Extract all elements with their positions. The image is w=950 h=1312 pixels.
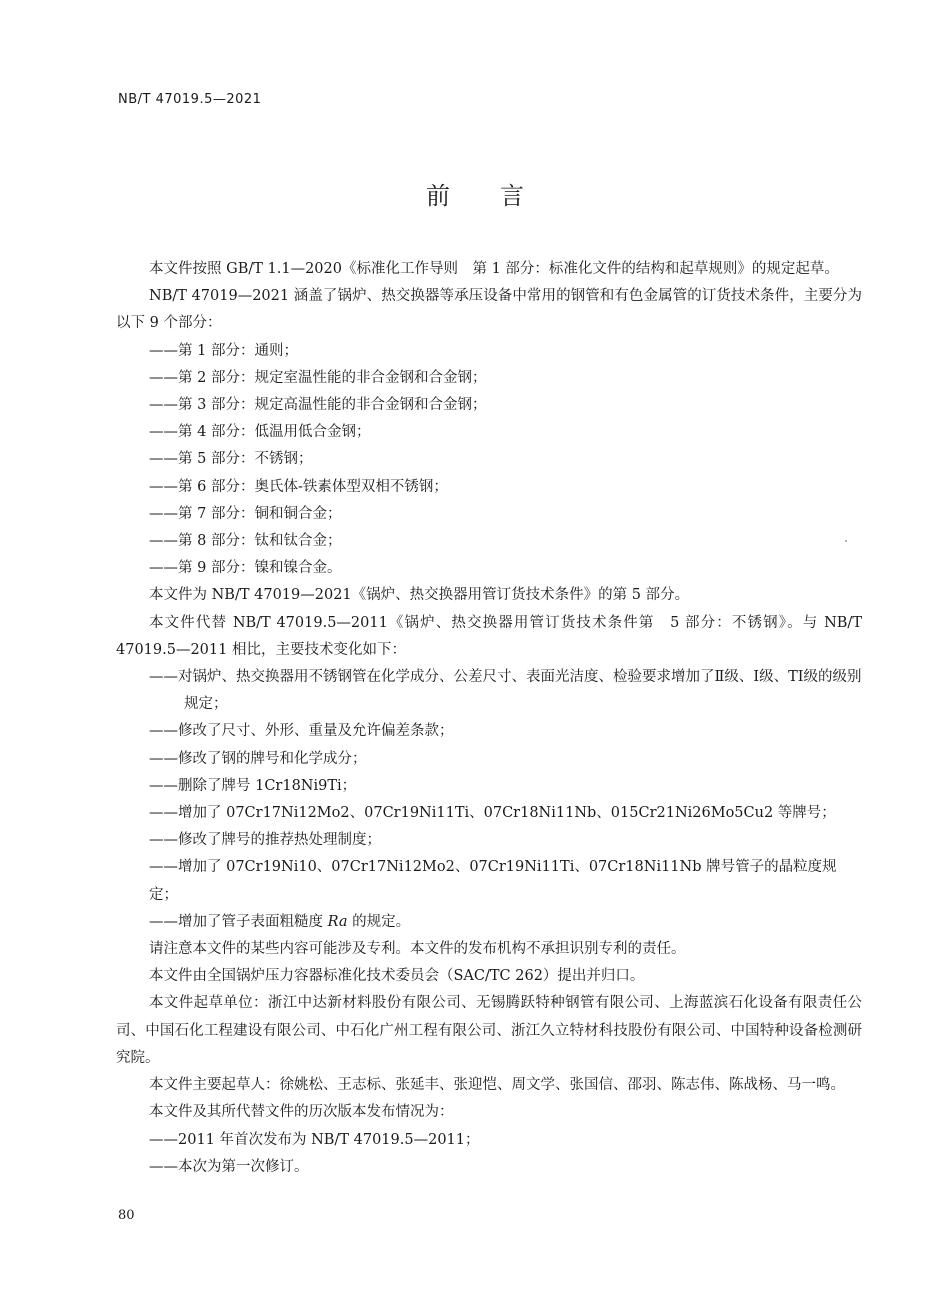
paragraph-drafting-rules: 本文件按照 GB/T 1.1—2020《标准化工作导则 第 1 部分：标准化文件的结构和起草规则》的规定起草。 bbox=[149, 261, 839, 277]
list-item-change-6: ——修改了牌号的推荐热处理制度； bbox=[149, 832, 381, 849]
paragraph-drafting-units: 本文件起草单位：浙江中达新材料股份有限公司、无锡腾跃特种钢管有限公司、上海蓝滨石化设备有限责任公司、中国石化工程建设有限公司、中石化广州工程有限公司、浙江久立特材科技股份有限公司、中国特种设备检测研究院。 bbox=[116, 995, 862, 1066]
list-item-part-4: ——第 4 部分：低温用低合金钢； bbox=[149, 424, 371, 441]
change-8-prefix: ——增加了管子表面粗糙度 bbox=[149, 913, 328, 930]
paragraph-history-intro: 本文件及其所代替文件的历次版本发布情况为： bbox=[149, 1104, 454, 1121]
list-item-change-7: ——增加了 07Cr19Ni10、07Cr17Ni12Mo2、07Cr19Ni11Ti、07Cr18Ni11Nb 牌号管子的晶粒度规定； bbox=[149, 859, 837, 903]
paragraph-series-scope: NB/T 47019—2021 涵盖了锅炉、热交换器等承压设备中常用的钢管和有色金属管的订货技术条件，主要分为以下 9 个部分： bbox=[116, 288, 862, 332]
list-item-part-2: ——第 2 部分：规定室温性能的非合金钢和合金钢； bbox=[149, 369, 487, 386]
title-char-2: 言 bbox=[500, 182, 524, 210]
change-8-roughness-symbol: Ra bbox=[327, 913, 348, 930]
paragraph-part-of-series: 本文件为 NB/T 47019—2021《锅炉、热交换器用管订货技术条件》的第 5 部分。 bbox=[149, 587, 690, 604]
list-item-part-7: ——第 7 部分：铜和铜合金； bbox=[149, 505, 342, 522]
list-item-part-1: ——第 1 部分：通则； bbox=[149, 342, 298, 359]
list-item-history-2: ——本次为第一次修订。 bbox=[149, 1158, 309, 1175]
page-number: 80 bbox=[118, 1208, 135, 1223]
section-title bbox=[0, 176, 950, 211]
list-item-change-2: ——修改了尺寸、外形、重量及允许偏差条款； bbox=[149, 723, 454, 740]
list-item-change-5: ——增加了 07Cr17Ni12Mo2、07Cr19Ni11Ti、07Cr18Ni11Nb、015Cr21Ni26Mo5Cu2 等牌号； bbox=[149, 805, 836, 822]
paragraph-committee: 本文件由全国锅炉压力容器标准化技术委员会（SAC/TC 262）提出并归口。 bbox=[149, 968, 645, 985]
list-item-change-8 bbox=[116, 909, 862, 936]
list-item-change-1: ——对锅炉、热交换器用不锈钢管在化学成分、公差尺寸、表面光洁度、检验要求增加了Ⅱ级、Ⅰ级、TⅠ级的级别规定； bbox=[149, 669, 862, 713]
list-item-part-6: ——第 6 部分：奥氏体-铁素体型双相不锈钢； bbox=[149, 478, 448, 495]
change-8-suffix: 的规定。 bbox=[347, 913, 411, 930]
list-item-history-1: ——2011 年首次发布为 NB/T 47019.5—2011； bbox=[149, 1131, 480, 1148]
list-item-part-3: ——第 3 部分：规定高温性能的非合金钢和合金钢； bbox=[149, 397, 487, 414]
foreword-body bbox=[116, 256, 862, 1181]
title-char-1: 前 bbox=[426, 182, 450, 210]
list-item-part-9: ——第 9 部分：镍和镍合金。 bbox=[149, 560, 342, 577]
standard-number: NB/T 47019.5—2021 bbox=[118, 92, 262, 107]
list-item-part-5: ——第 5 部分：不锈钢； bbox=[149, 451, 313, 468]
list-item-change-3: ——修改了钢的牌号和化学成分； bbox=[149, 750, 367, 767]
list-item-change-4: ——删除了牌号 1Cr18Ni9Ti； bbox=[149, 777, 357, 794]
list-item-part-8: ——第 8 部分：钛和钛合金； bbox=[149, 533, 342, 550]
paragraph-patent-notice: 请注意本文件的某些内容可能涉及专利。本文件的发布机构不承担识别专利的责任。 bbox=[149, 941, 686, 958]
paragraph-drafters: 本文件主要起草人：徐姚松、王志标、张延丰、张迎恺、周文学、张国信、邵羽、陈志伟、陈战杨、马一鸣。 bbox=[149, 1077, 845, 1094]
paragraph-supersedes: 本文件代替 NB/T 47019.5—2011《锅炉、热交换器用管订货技术条件第 5 部分：不锈钢》。与 NB/T 47019.5—2011 相比，主要技术变化如下： bbox=[116, 614, 862, 658]
